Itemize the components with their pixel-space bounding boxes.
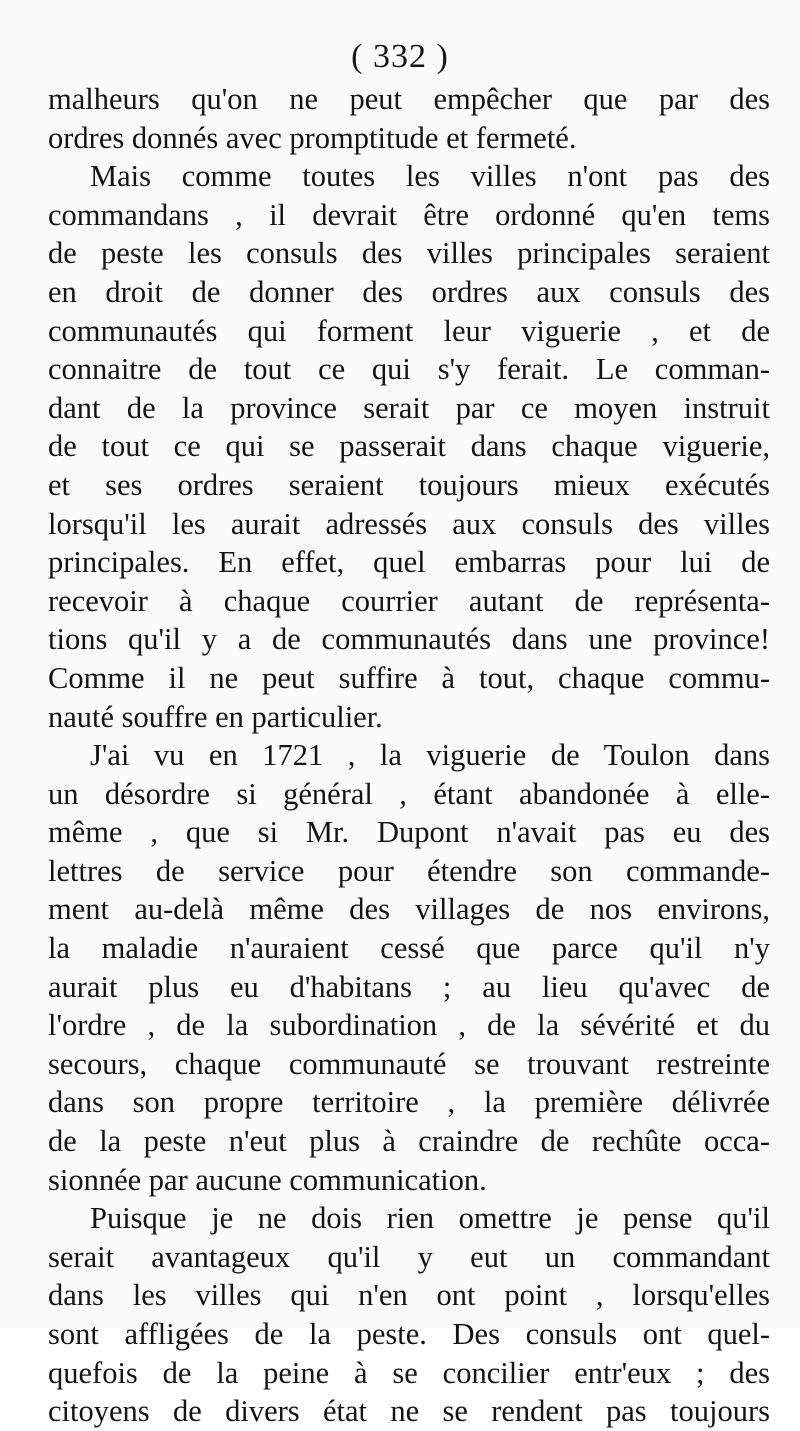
text-line: de tout ce qui se passerait dans chaque viguerie,: [48, 429, 770, 464]
text-line: connaitre de tout ce qui s'y ferait. Le comman-: [48, 352, 770, 387]
paragraph: [48, 80, 770, 157]
paragraph: [48, 1199, 770, 1431]
text-line: aurait plus eu d'habitans ; au lieu qu'avec de: [48, 969, 770, 1004]
text-line: même , que si Mr. Dupont n'avait pas eu des: [48, 815, 770, 850]
text-line: et ses ordres seraient toujours mieux exécutés: [48, 467, 770, 502]
page-body-text: [48, 80, 770, 1431]
text-line: Mais comme toutes les villes n'ont pas des: [90, 159, 770, 194]
text-line: sont affligées de la peste. Des consuls ont quel-: [48, 1317, 770, 1351]
text-line: dans son propre territoire , la première délivrée: [48, 1085, 770, 1120]
text-line: dant de la province serait par ce moyen instruit: [48, 390, 770, 425]
text-line: de la peste n'eut plus à craindre de rechûte occa-: [48, 1124, 770, 1159]
text-line: la maladie n'auraient cessé que parce qu'il n'y: [48, 931, 770, 966]
text-line: Comme il ne peut suffire à tout, chaque commu-: [48, 660, 770, 695]
text-line: en droit de donner des ordres aux consuls des: [48, 274, 770, 309]
text-line: tions qu'il y a de communautés dans une province!: [48, 622, 770, 657]
text-line: quefois de la peine à se concilier entr'eux ; des: [48, 1355, 770, 1390]
text-line: l'ordre , de la subordination , de la sévérité et du: [48, 1008, 770, 1043]
page-number: ( 332 ): [351, 38, 449, 75]
text-line: lettres de service pour étendre son commande-: [48, 853, 770, 888]
text-line: malheurs qu'on ne peut empêcher que par des: [48, 82, 770, 116]
text-line: J'ai vu en 1721 , la viguerie de Toulon dans: [90, 738, 770, 773]
text-line: Puisque je ne dois rien omettre je pense qu'il: [90, 1201, 770, 1236]
text-line: commandans , il devrait être ordonné qu'en tems: [48, 197, 770, 232]
text-line: ordres donnés avec promptitude et fermeté.: [48, 120, 577, 155]
text-line: communautés qui forment leur viguerie , et de: [48, 313, 770, 348]
text-line: citoyens de divers état ne se rendent pas toujours: [48, 1394, 770, 1429]
paragraph: [48, 157, 770, 736]
text-line: principales. En effet, quel embarras pour lui de: [48, 545, 770, 580]
text-line: dans les villes qui n'en ont point , lorsqu'elles: [48, 1278, 770, 1313]
text-line: serait avantageux qu'il y eut un commandant: [48, 1239, 770, 1274]
text-line: secours, chaque communauté se trouvant restreinte: [48, 1046, 770, 1081]
text-line: ment au-delà même des villages de nos environs,: [48, 892, 770, 927]
text-line: nauté souffre en particulier.: [48, 699, 383, 734]
text-line: recevoir à chaque courrier autant de représenta-: [48, 583, 770, 618]
text-line: sionnée par aucune communication.: [48, 1162, 487, 1197]
text-line: de peste les consuls des villes principales seraient: [48, 236, 770, 271]
paragraph: [48, 736, 770, 1199]
text-line: un désordre si général , étant abandonée à elle-: [48, 776, 770, 811]
text-line: lorsqu'il les aurait adressés aux consuls des villes: [48, 506, 770, 541]
